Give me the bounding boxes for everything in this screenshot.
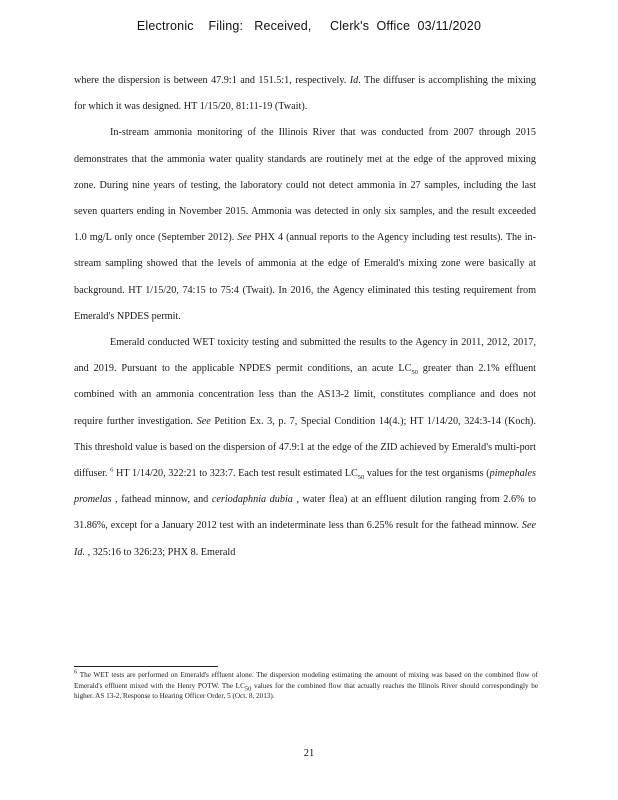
- paragraph-3-text-l: , 325:16 to 326:23; PHX 8. Emerald: [85, 546, 236, 558]
- footnote-divider: [74, 666, 218, 667]
- paragraph-1-text-c: . The diffuser is accomplishing the mixing for which it was designed. HT 1/15/20, 81:11-19 (Twait).: [74, 75, 536, 113]
- body-text: [74, 68, 536, 566]
- citation-see: See: [196, 415, 211, 427]
- paragraph-3-text-j: , water flea) at an effluent dilution ranging from 2.6% to 31.86%, except for a January 2012 test with an indeterminate less than 6.25% result for the fathead minnow.: [74, 494, 537, 532]
- paragraph-1-text-a: where the dispersion is between 47.9:1 and 151.5:1, respectively.: [74, 75, 347, 86]
- footnote: [74, 670, 538, 702]
- footnote-text-b: values for the combined flow that actually reaches the Illinois River should correspondingly be higher. AS 13-2, Response to Hearing Officer Order, 5 (Oct. 8, 2013).: [74, 681, 539, 701]
- filing-header: Electronic Filing: Received, Clerk's Office 03/11/2020: [136, 19, 482, 33]
- lc50-subscript: 50: [244, 685, 252, 693]
- paragraph-2-text-c: PHX 4 (annual reports to the Agency including test results). The in-stream sampling showed that the levels of ammonia at the edge of Emerald's mixing zone were basically at background. HT 1/15/20, 74:15 to 75:4 (Twait). In 2016, the Agency eliminated this testing requirement from Emerald's NPDES permit.: [74, 232, 537, 322]
- paragraph-1: [74, 68, 536, 120]
- paragraph-3-text-h: , fathead minnow, and: [111, 494, 212, 506]
- species-name-pimephales: pimephales promelas: [74, 468, 536, 506]
- species-name-ceriodaphnia: ceriodaphnia dubia: [211, 494, 293, 506]
- footnote-6: [74, 670, 538, 702]
- footnote-text-a: The WET tests are performed on Emerald's effluent alone. The dispersion modeling estimating the amount of mixing was based on the combined flow of Emerald's effluent mixed with the Henry POTW. The LC: [74, 671, 538, 690]
- lc50-subscript: 50: [357, 474, 365, 482]
- paragraph-3-text-b: greater than 2.1% effluent combined with an ammonia concentration less than the AS13-2 limit, constitutes compliance and does not require further investigation.: [74, 363, 536, 427]
- footnote-marker: 6: [74, 668, 78, 676]
- paragraph-3: [74, 330, 536, 566]
- paragraph-3-text-a: Emerald conducted WET toxicity testing and submitted the results to the Agency in 2011, 2012, 2017, and 2019. Pursuant to the applicable NPDES permit conditions, an acute LC: [74, 337, 536, 375]
- lc50-subscript: 50: [411, 369, 418, 377]
- citation-id: Id: [349, 75, 359, 86]
- page-number: 21: [303, 748, 315, 759]
- paragraph-2-text-a: In-stream ammonia monitoring of the Illinois River that was conducted from 2007 through 2015 demonstrates that the ammonia water quality standards are routinely met at the edge of the approved mixing zone. During nine years of testing, the laboratory could not detect ammonia in 27 samples, including the last seven quarters ending in November 2015. Ammonia was detected in only six samples, and the result exceeded 1.0 mg/L only once (September 2012).: [74, 127, 536, 244]
- citation-see-id: See Id.: [74, 520, 536, 558]
- paragraph-3-text-d: Petition Ex. 3, p. 7, Special Condition 14(4.); HT 1/14/20, 324:3-14 (Koch). This threshold value is based on the dispersion of 47.9:1 at the edge of the ZID achieved by Emerald's multi-port diffuser.: [74, 415, 536, 480]
- paragraph-3-text-e: HT 1/14/20, 322:21 to 323:7. Each test result estimated LC: [113, 468, 358, 480]
- citation-see: See: [237, 232, 252, 244]
- footnote-reference[interactable]: 6: [110, 466, 114, 474]
- paragraph-2: [74, 120, 536, 330]
- paragraph-3-text-f: values for the test organisms (: [364, 468, 490, 480]
